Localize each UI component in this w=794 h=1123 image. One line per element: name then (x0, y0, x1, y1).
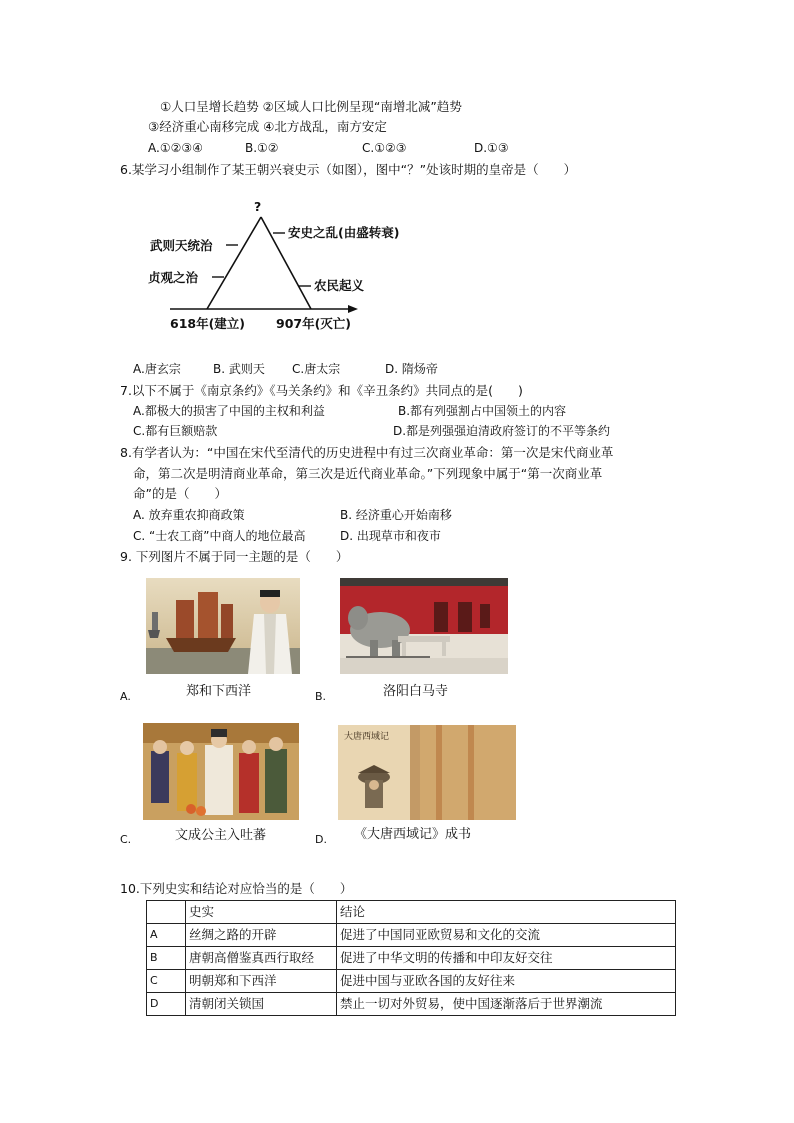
table-header-cell: 史实 (186, 901, 337, 924)
q5-option-d: D.①③ (474, 141, 509, 155)
table-cell: A (147, 924, 186, 947)
label-an-shi-rebellion: 安史之乱(由盛转衰) (288, 225, 400, 240)
table-row (147, 993, 676, 1016)
label-peasant-uprising: 农民起义 (314, 278, 365, 293)
q5-statement-line-2: ③经济重心南移完成 ④北方战乱，南方安定 (148, 119, 387, 134)
q9-caption-c: 文成公主入吐蕃 (175, 828, 267, 843)
table-cell: D (147, 993, 186, 1016)
table-cell: C (147, 970, 186, 993)
q5-option-c: C.①②③ (362, 141, 407, 155)
q5-statement-line-1: ①人口呈增长趋势 ②区域人口比例呈现“南增北减”趋势 (160, 99, 462, 114)
table-cell: 禁止一切对外贸易，使中国逐渐落后于世界潮流 (337, 993, 676, 1016)
q9-caption-d: 《大唐西域记》成书 (354, 827, 472, 842)
q7-option-d: D.都是列强强迫清政府签订的不平等条约 (393, 424, 611, 438)
q7-option-b: B.都有列强割占中国领土的内容 (398, 404, 567, 418)
q9-caption-a: 郑和下西洋 (186, 684, 252, 699)
q9-option-letter-c: C. (120, 833, 132, 846)
table-header-cell (147, 901, 186, 924)
table-header-row (147, 901, 676, 924)
q8-stem-line-3: 命”的是（ ） (133, 486, 227, 501)
q6-option-c: C.唐太宗 (292, 362, 341, 376)
q5-option-a: A.①②③④ (148, 141, 203, 155)
xiyu-ji-book-image (338, 725, 516, 820)
q6-option-d: D. 隋炀帝 (385, 362, 438, 376)
apex-question-mark: ? (254, 199, 262, 214)
q8-option-b: B. 经济重心开始南移 (340, 508, 452, 522)
label-fall-year: 907年(灭亡) (276, 316, 352, 331)
timeline-arrowhead (348, 305, 358, 313)
q8-option-a: A. 放弃重农抑商政策 (133, 508, 245, 522)
q7-stem: 7.以下不属于《南京条约》《马关条约》和《辛丑条约》共同点的是( ) (120, 383, 523, 398)
q8-option-c: C. “士农工商”中商人的地位最高 (133, 529, 306, 543)
table-cell: 唐朝高僧鉴真西行取经 (186, 947, 337, 970)
label-wu-zetian-rule: 武则天统治 (150, 238, 213, 253)
q9-caption-b: 洛阳白马寺 (383, 684, 449, 699)
scroll-title-text: 大唐西域记 (344, 732, 390, 742)
triangle-left-side (207, 217, 261, 309)
table-cell: 明朝郑和下西洋 (186, 970, 337, 993)
table-cell: 促进中国与亚欧各国的友好往来 (337, 970, 676, 993)
q9-option-letter-b: B. (315, 690, 327, 703)
table-cell: B (147, 947, 186, 970)
q6-option-a: A.唐玄宗 (133, 362, 181, 376)
q9-option-letter-d: D. (315, 833, 327, 846)
q6-option-b: B. 武则天 (213, 362, 265, 376)
q9-option-letter-a: A. (120, 690, 131, 703)
label-zhenguan-rule: 贞观之治 (148, 270, 199, 285)
white-horse-temple-image (340, 578, 508, 674)
q6-stem: 6.某学习小组制作了某王朝兴衰史示（如图），图中“？”处该时期的皇帝是（ ） (120, 162, 577, 177)
q10-facts-conclusions-table (146, 900, 676, 1016)
q8-stem-line-2: 命，第二次是明清商业革命，第三次是近代商业革命。”下列现象中属于“第一次商业革 (133, 466, 603, 481)
zheng-he-voyage-image (146, 578, 300, 674)
q7-option-c: C.都有巨额赔款 (133, 424, 218, 438)
table-row (147, 947, 676, 970)
q10-stem: 10.下列史实和结论对应恰当的是（ ） (120, 881, 353, 896)
q8-option-d: D. 出现草市和夜市 (340, 529, 441, 543)
dynasty-rise-fall-triangle-diagram (130, 195, 400, 335)
table-cell: 清朝闭关锁国 (186, 993, 337, 1016)
table-row (147, 970, 676, 993)
table-cell: 促进了中华文明的传播和中印友好交往 (337, 947, 676, 970)
table-cell: 丝绸之路的开辟 (186, 924, 337, 947)
q5-option-b: B.①② (245, 141, 279, 155)
label-founding-year: 618年(建立) (170, 316, 246, 331)
q7-option-a: A.都极大的损害了中国的主权和利益 (133, 404, 325, 418)
table-row (147, 924, 676, 947)
princess-wencheng-image (143, 723, 299, 820)
q8-stem-line-1: 8.有学者认为：“中国在宋代至清代的历史进程中有过三次商业革命：第一次是宋代商业革 (120, 445, 614, 460)
table-header-cell: 结论 (337, 901, 676, 924)
table-cell: 促进了中国同亚欧贸易和文化的交流 (337, 924, 676, 947)
q9-stem: 9. 下列图片不属于同一主题的是（ ） (120, 549, 349, 564)
